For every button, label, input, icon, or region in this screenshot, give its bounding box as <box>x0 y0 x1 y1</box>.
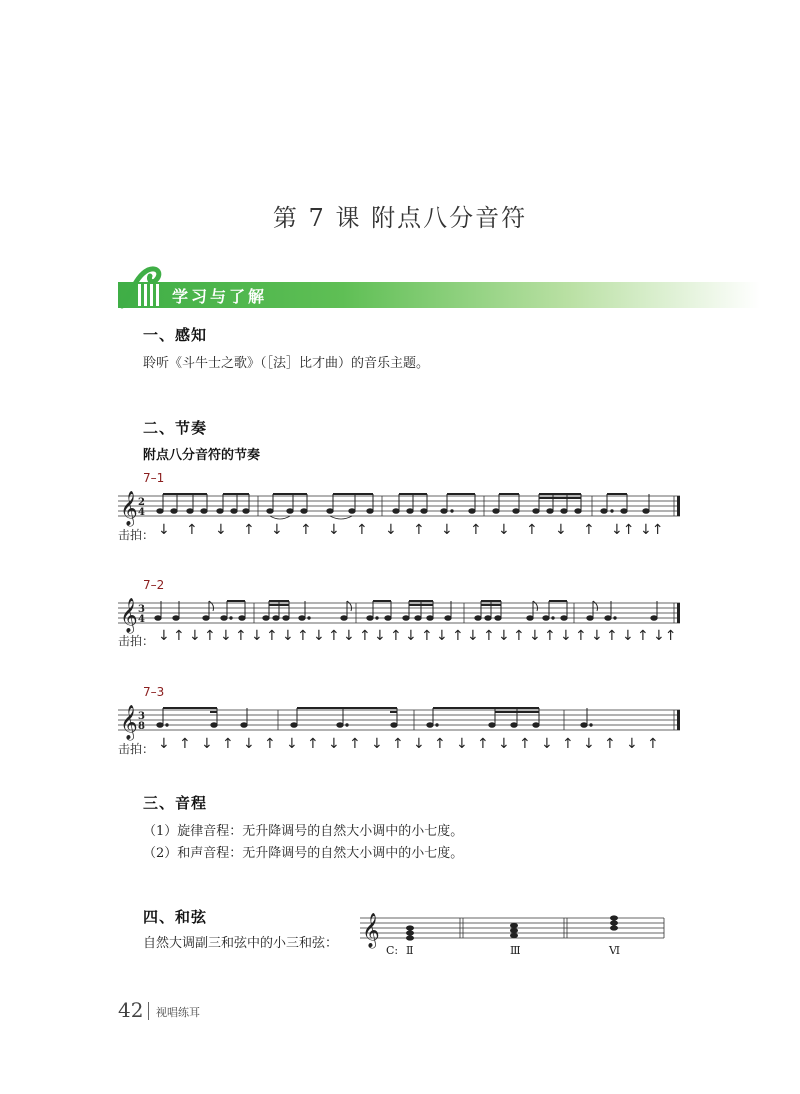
beat-arrow: ↑ <box>186 522 198 538</box>
beat-arrow: ↓ <box>626 736 638 752</box>
beat-arrow: ↑ <box>300 522 312 538</box>
beat-arrow: ↑ <box>222 736 234 752</box>
beat-arrow: ↓ <box>529 628 541 644</box>
chord-numeral-iii: Ⅲ <box>510 944 521 957</box>
example-label-7-1: 7–1 <box>143 471 165 485</box>
beat-arrow: ↑ <box>390 628 402 644</box>
beat-arrow: ↓ <box>158 628 170 644</box>
beat-arrow: ↓ <box>498 628 510 644</box>
lyre-logo-icon <box>114 262 166 310</box>
beat-arrow: ↓ <box>328 736 340 752</box>
beat-arrow: ↓ <box>201 736 213 752</box>
beat-arrow: ↑ <box>307 736 319 752</box>
book-title: 视唱练耳 <box>156 1006 200 1019</box>
beat-arrow: ↑ <box>583 522 595 538</box>
beat-arrow: ↑ <box>328 628 340 644</box>
beat-arrow: ↓ <box>560 628 572 644</box>
beat-arrow: ↓ <box>591 628 603 644</box>
svg-text:3: 3 <box>138 711 145 722</box>
svg-text:𝄞: 𝄞 <box>362 913 380 948</box>
section2-heading: 二、节奏 <box>143 419 208 437</box>
beat-arrow: ↑ <box>637 628 649 644</box>
beat-arrow: ↑ <box>204 628 216 644</box>
beat-arrow: ↓ <box>251 628 263 644</box>
example-label-7-3: 7–3 <box>143 685 165 699</box>
section2-subheading: 附点八分音符的节奏 <box>143 448 261 463</box>
section3-item-2: （2）和声音程：无升降调号的自然大小调中的小七度。 <box>143 846 464 861</box>
beat-arrow: ↓ <box>328 522 340 538</box>
beat-arrow: ↑ <box>647 736 659 752</box>
section4-text: 自然大调副三和弦中的小三和弦： <box>143 936 339 951</box>
beat-arrow: ↑ <box>173 628 185 644</box>
beat-arrow: ↓ <box>622 628 634 644</box>
beat-label-7-2: 击拍： <box>118 634 155 648</box>
beat-arrow: ↓ <box>374 628 386 644</box>
beat-arrow: ↑ <box>452 628 464 644</box>
beat-arrow: ↓↑ <box>640 522 664 538</box>
page-title: 第 7 课 附点八分音符 <box>272 204 528 232</box>
chord-numeral-ii: Ⅱ <box>406 944 414 957</box>
beat-arrow: ↑ <box>575 628 587 644</box>
beat-arrows-7-1 <box>158 522 678 540</box>
chord-staff <box>360 910 670 958</box>
beat-arrow: ↓ <box>371 736 383 752</box>
beat-arrow: ↓↑ <box>611 522 635 538</box>
beat-arrow: ↑ <box>392 736 404 752</box>
beat-arrow: ↓ <box>467 628 479 644</box>
beat-arrow: ↑ <box>235 628 247 644</box>
beat-arrow: ↑ <box>264 736 276 752</box>
beat-arrow: ↓ <box>215 522 227 538</box>
beat-arrow: ↑ <box>526 522 538 538</box>
beat-arrow: ↓ <box>343 628 355 644</box>
beat-arrow: ↓ <box>158 522 170 538</box>
key-label: C: <box>386 944 399 957</box>
beat-arrow: ↓ <box>436 628 448 644</box>
beat-arrow: ↓ <box>555 522 567 538</box>
beat-arrow: ↓ <box>243 736 255 752</box>
svg-text:3: 3 <box>138 604 145 615</box>
beat-arrow: ↑ <box>413 522 425 538</box>
beat-arrow: ↑ <box>421 628 433 644</box>
beat-arrow: ↓ <box>271 522 283 538</box>
footer-divider <box>148 1002 149 1020</box>
beat-arrow: ↑ <box>297 628 309 644</box>
beat-arrow: ↑ <box>356 522 368 538</box>
beat-arrow: ↑ <box>544 628 556 644</box>
beat-arrow: ↓ <box>441 522 453 538</box>
beat-arrow: ↑ <box>349 736 361 752</box>
beat-arrow: ↓ <box>385 522 397 538</box>
notes-group <box>157 494 649 519</box>
beat-arrow: ↓ <box>220 628 232 644</box>
time-sig-top: 2 <box>138 497 145 508</box>
beat-arrow: ↓ <box>158 736 170 752</box>
beat-arrow: ↓ <box>286 736 298 752</box>
beat-arrow: ↓ <box>313 628 325 644</box>
beat-arrow: ↑ <box>604 736 616 752</box>
beat-arrow: ↑ <box>513 628 525 644</box>
beat-arrow: ↓ <box>583 736 595 752</box>
section4-heading: 四、和弦 <box>143 908 208 926</box>
svg-text:𝄞: 𝄞 <box>120 705 138 740</box>
beat-arrow: ↓ <box>498 736 510 752</box>
beat-arrow: ↑ <box>179 736 191 752</box>
beat-arrow: ↑ <box>477 736 489 752</box>
beat-arrow: ↑ <box>266 628 278 644</box>
beat-arrow: ↓ <box>498 522 510 538</box>
beat-arrows-7-3 <box>158 736 678 754</box>
svg-text:𝄞: 𝄞 <box>120 598 138 633</box>
beat-arrow: ↑ <box>434 736 446 752</box>
section3-heading: 三、音程 <box>143 794 208 812</box>
beat-label-7-1: 击拍： <box>118 528 155 542</box>
example-label-7-2: 7–2 <box>143 578 165 592</box>
beat-arrow: ↓ <box>282 628 294 644</box>
beat-arrow: ↓ <box>413 736 425 752</box>
beat-label-7-3: 击拍： <box>118 742 155 756</box>
beat-arrow: ↑ <box>519 736 531 752</box>
beat-arrow: ↓ <box>405 628 417 644</box>
section-banner-text: 学习与了解 <box>172 287 268 306</box>
svg-text:8: 8 <box>138 721 145 732</box>
svg-text:4: 4 <box>138 614 145 625</box>
time-sig-bottom: 4 <box>138 507 145 518</box>
beat-arrow: ↓ <box>456 736 468 752</box>
beat-arrow: ↑ <box>562 736 574 752</box>
beat-arrow: ↑ <box>483 628 495 644</box>
chord-numeral-vi: Ⅵ <box>609 944 621 957</box>
section1-text: 聆听《斗牛士之歌》（［法］比才曲）的音乐主题。 <box>143 356 430 371</box>
section3-item-1: （1）旋律音程：无升降调号的自然大小调中的小七度。 <box>143 824 464 839</box>
beamed-notes <box>157 494 249 513</box>
beat-arrow: ↑ <box>359 628 371 644</box>
treble-clef-icon: 𝄞 <box>120 491 138 526</box>
beat-arrows-7-2 <box>158 628 678 646</box>
beat-arrow: ↑ <box>243 522 255 538</box>
beat-arrow: ↑ <box>470 522 482 538</box>
section1-heading: 一、感知 <box>143 326 208 344</box>
beat-arrow: ↓↑ <box>653 628 677 644</box>
beat-arrow: ↑ <box>606 628 618 644</box>
page-number: 42 <box>118 998 144 1022</box>
beat-arrow: ↓ <box>541 736 553 752</box>
beat-arrow: ↓ <box>189 628 201 644</box>
